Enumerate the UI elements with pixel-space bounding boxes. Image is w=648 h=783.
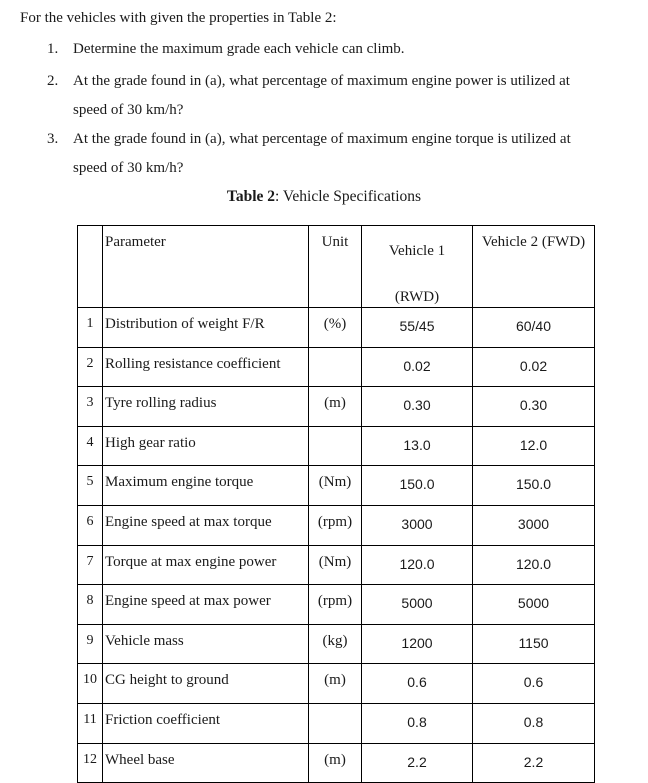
vehicle-1-value-cell: 1200 — [362, 624, 473, 664]
unit-cell — [309, 703, 362, 743]
table-row — [78, 426, 595, 466]
table-row — [78, 466, 595, 506]
row-index-cell: 5 — [78, 466, 103, 506]
row-index-cell: 3 — [78, 387, 103, 427]
vehicle-spec-table — [77, 225, 595, 783]
table-caption — [0, 188, 648, 206]
parameter-cell: Engine speed at max power — [103, 585, 309, 625]
header-vehicle-1: Vehicle 1 (RWD) — [362, 226, 473, 308]
row-index-cell: 7 — [78, 545, 103, 585]
unit-cell: (rpm) — [309, 505, 362, 545]
unit-cell: (m) — [309, 743, 362, 783]
parameter-cell: Friction coefficient — [103, 703, 309, 743]
parameter-cell: Distribution of weight F/R — [103, 308, 309, 348]
table-row — [78, 664, 595, 704]
table-row — [78, 347, 595, 387]
row-index-cell: 1 — [78, 308, 103, 348]
row-index-cell: 8 — [78, 585, 103, 625]
unit-cell: (m) — [309, 664, 362, 704]
question-number: 2. — [47, 73, 59, 89]
vehicle-2-value-cell: 60/40 — [473, 308, 595, 348]
vehicle-1-value-cell: 120.0 — [362, 545, 473, 585]
parameter-cell: CG height to ground — [103, 664, 309, 704]
parameter-cell: Rolling resistance coefficient — [103, 347, 309, 387]
question-2 — [47, 67, 570, 125]
vehicle-2-value-cell: 0.02 — [473, 347, 595, 387]
parameter-cell: Tyre rolling radius — [103, 387, 309, 427]
row-index-cell: 10 — [78, 664, 103, 704]
row-index-cell: 2 — [78, 347, 103, 387]
table-caption-title: : Vehicle Specifications — [275, 188, 422, 205]
question-line: At the grade found in (a), what percentage of maximum engine power is utilized at — [73, 73, 570, 89]
table-row — [78, 743, 595, 783]
vehicle-2-value-cell: 12.0 — [473, 426, 595, 466]
parameter-cell: Maximum engine torque — [103, 466, 309, 506]
vehicle-1-value-cell: 5000 — [362, 585, 473, 625]
question-line: Determine the maximum grade each vehicle can climb. — [73, 41, 405, 57]
table-caption-label: Table 2 — [226, 188, 276, 205]
vehicle-2-value-cell: 0.30 — [473, 387, 595, 427]
header-index — [78, 226, 103, 308]
unit-cell: (Nm) — [309, 545, 362, 585]
table-row — [78, 624, 595, 664]
question-number: 1. — [47, 41, 59, 57]
header-parameter: Parameter — [103, 226, 309, 308]
vehicle-1-value-cell: 2.2 — [362, 743, 473, 783]
vehicle-2-value-cell: 1150 — [473, 624, 595, 664]
unit-cell: (%) — [309, 308, 362, 348]
vehicle-1-value-cell: 0.6 — [362, 664, 473, 704]
table-row — [78, 505, 595, 545]
row-index-cell: 9 — [78, 624, 103, 664]
header-unit: Unit — [309, 226, 362, 308]
parameter-cell: Torque at max engine power — [103, 545, 309, 585]
vehicle-2-value-cell: 3000 — [473, 505, 595, 545]
table-row — [78, 545, 595, 585]
unit-cell: (kg) — [309, 624, 362, 664]
unit-cell: (Nm) — [309, 466, 362, 506]
vehicle-2-value-cell: 5000 — [473, 585, 595, 625]
unit-cell: (m) — [309, 387, 362, 427]
table-row — [78, 703, 595, 743]
parameter-cell: High gear ratio — [103, 426, 309, 466]
parameter-cell: Wheel base — [103, 743, 309, 783]
row-index-cell: 6 — [78, 505, 103, 545]
table-row — [78, 585, 595, 625]
table-row — [78, 387, 595, 427]
header-vehicle-2: Vehicle 2 (FWD) — [473, 226, 595, 308]
question-number: 3. — [47, 131, 59, 147]
question-line: speed of 30 km/h? — [73, 160, 184, 176]
vehicle-2-value-cell: 2.2 — [473, 743, 595, 783]
question-1 — [47, 35, 405, 64]
vehicle-1-value-cell: 0.30 — [362, 387, 473, 427]
question-line: At the grade found in (a), what percentage of maximum engine torque is utilized at — [73, 131, 571, 147]
question-3 — [47, 125, 571, 183]
unit-cell — [309, 347, 362, 387]
vehicle-1-value-cell: 0.8 — [362, 703, 473, 743]
intro-text: For the vehicles with given the properties in Table 2: — [20, 10, 337, 26]
table-row — [78, 308, 595, 348]
row-index-cell: 4 — [78, 426, 103, 466]
vehicle-2-value-cell: 0.6 — [473, 664, 595, 704]
vehicle-1-value-cell: 13.0 — [362, 426, 473, 466]
table-header-row — [78, 226, 595, 308]
vehicle-2-value-cell: 0.8 — [473, 703, 595, 743]
vehicle-1-value-cell: 150.0 — [362, 466, 473, 506]
unit-cell — [309, 426, 362, 466]
parameter-cell: Engine speed at max torque — [103, 505, 309, 545]
unit-cell: (rpm) — [309, 585, 362, 625]
question-line: speed of 30 km/h? — [73, 102, 184, 118]
parameter-cell: Vehicle mass — [103, 624, 309, 664]
vehicle-2-value-cell: 150.0 — [473, 466, 595, 506]
row-index-cell: 11 — [78, 703, 103, 743]
vehicle-2-value-cell: 120.0 — [473, 545, 595, 585]
vehicle-1-value-cell: 0.02 — [362, 347, 473, 387]
row-index-cell: 12 — [78, 743, 103, 783]
vehicle-1-value-cell: 3000 — [362, 505, 473, 545]
vehicle-1-value-cell: 55/45 — [362, 308, 473, 348]
